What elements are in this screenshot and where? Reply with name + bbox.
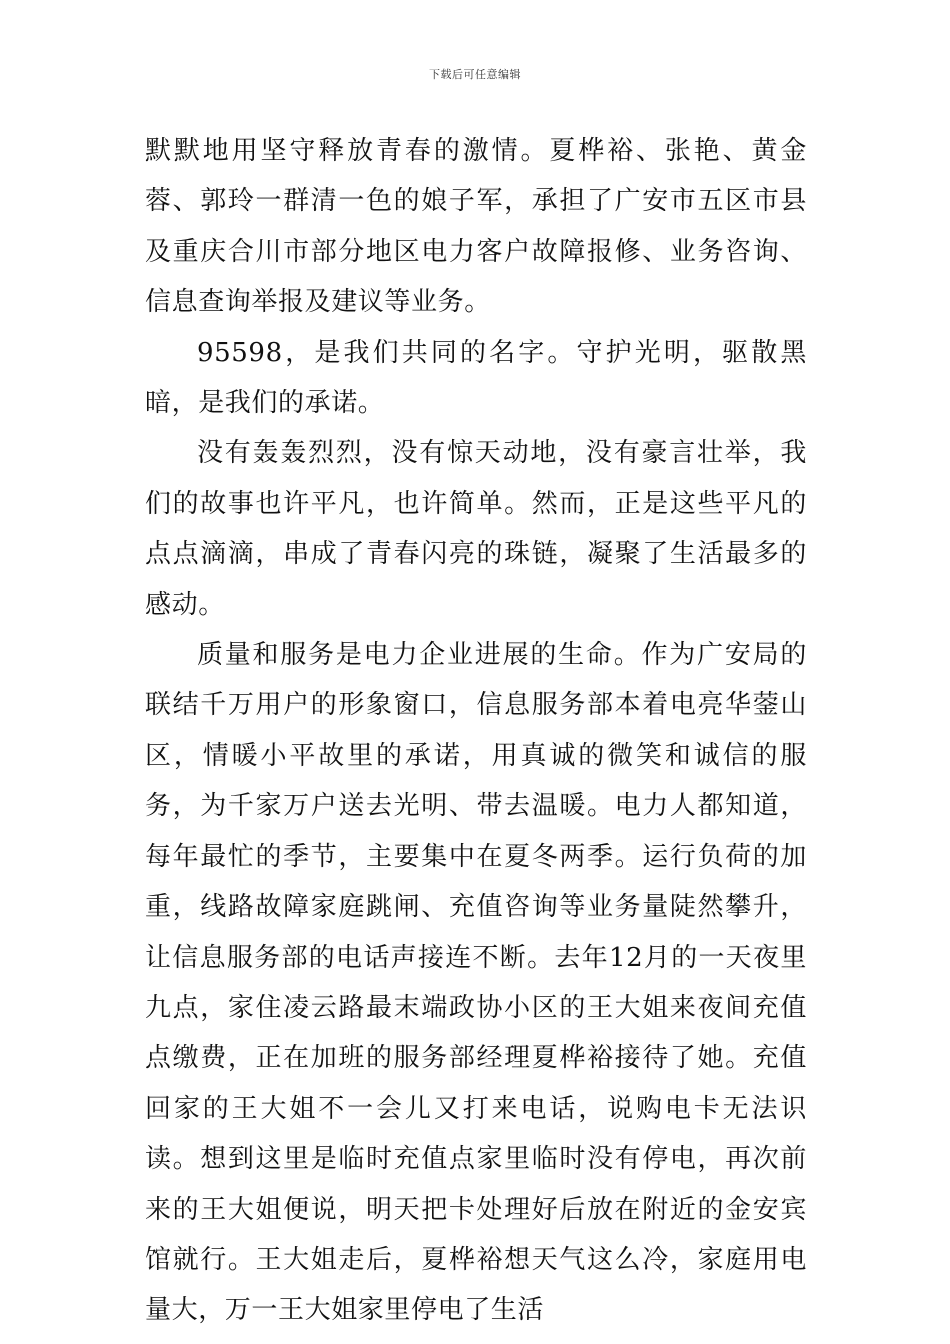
page-header: 下载后可任意编辑: [429, 68, 521, 81]
paragraph-continued: 默默地用坚守释放青春的激情。夏桦裕、张艳、黄金蓉、郭玲一群清一色的娘子军，承担了广安市五区市县及重庆合川市部分地区电力客户故障报修、业务咨询、信息查询举报及建议等业务。: [145, 136, 807, 318]
paragraph: 没有轰轰烈烈，没有惊天动地，没有豪言壮举，我们的故事也许平凡，也许简单。然而，正是这些平凡的点点滴滴，串成了青春闪亮的珠链，凝聚了生活最多的感动。: [145, 438, 807, 620]
paragraph: 95598，是我们共同的名字。守护光明，驱散黑暗，是我们的承诺。: [145, 337, 807, 419]
paragraph: 质量和服务是电力企业进展的生命。作为广安局的联结千万用户的形象窗口，信息服务部本着电亮华蓥山区，情暖小平故里的承诺，用真诚的微笑和诚信的服务，为千家万户送去光明、带去温暖。电力人都知道，每年最忙的季节，主要集中在夏冬两季。运行负荷的加重，线路故障家庭跳闸、充值咨询等业务量陡然攀升，让信息服务部的电话声接连不断。去年12月的一天夜里九点，家住凌云路最末端政协小区的王大姐来夜间充值点缴费，正在加班的服务部经理夏桦裕接待了她。充值回家的王大姐不一会儿又打来电话，说购电卡无法识读。想到这里是临时充值点家里临时没有停电，再次前来的王大姐便说，明天把卡处理好后放在附近的金安宾馆就行。王大姐走后，夏桦裕想天气这么冷，家庭用电量大，万一王大姐家里停电了生活: [145, 640, 807, 1326]
document-body: [145, 126, 807, 1336]
